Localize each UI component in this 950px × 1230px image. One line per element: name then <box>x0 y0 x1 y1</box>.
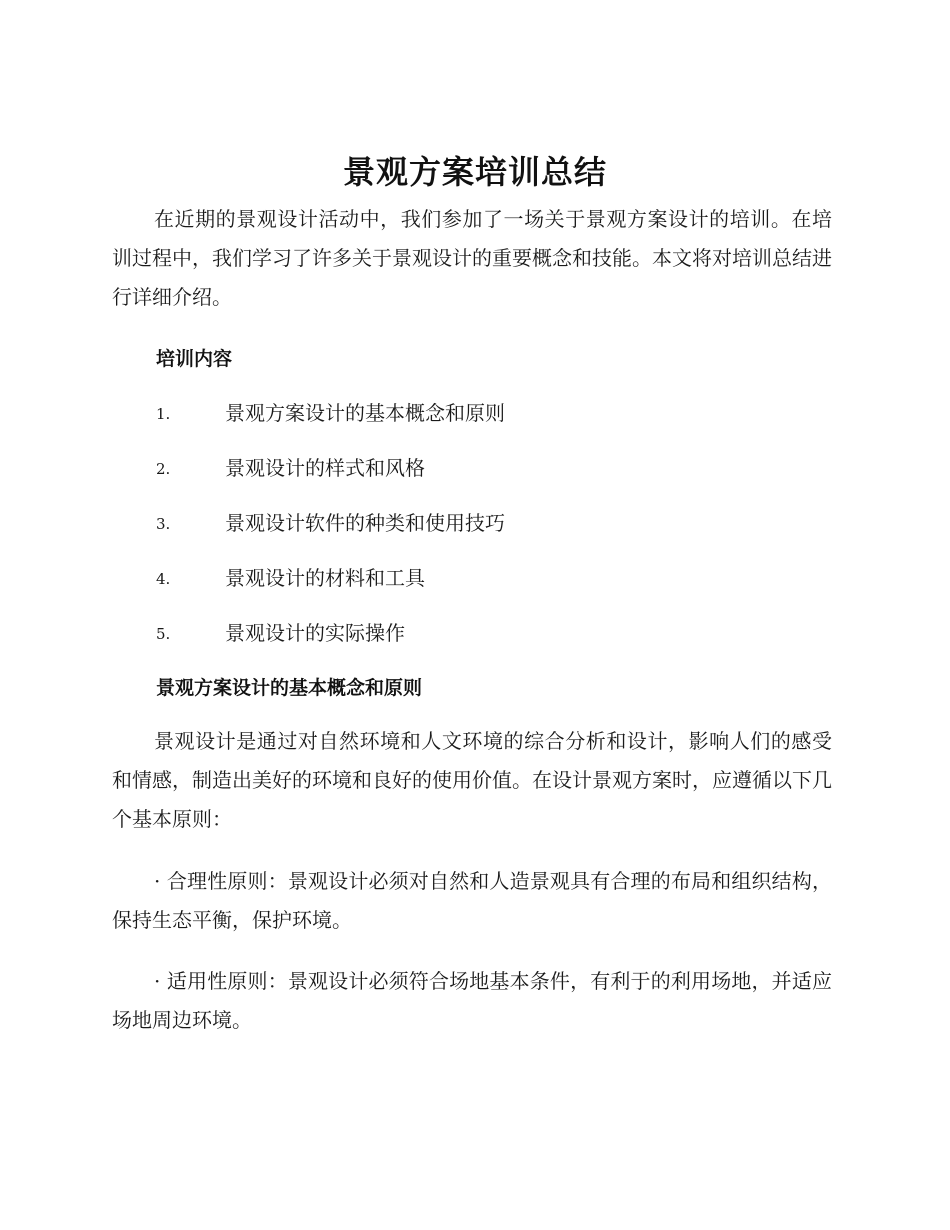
principles-paragraph: 景观设计是通过对自然环境和人文环境的综合分析和设计，影响人们的感受和情感，制造出美好的环境和良好的使用价值。在设计景观方案时，应遵循以下几个基本原则： <box>112 729 832 831</box>
list-text: 景观设计软件的种类和使用技巧 <box>225 511 505 535</box>
list-number: 4. <box>156 570 171 588</box>
list-number: 5. <box>156 625 171 643</box>
bullet-rationality-principle: · 合理性原则：景观设计必须对自然和人造景观具有合理的布局和组织结构，保持生态平衡，保护环境。 <box>112 869 832 932</box>
list-text: 景观设计的样式和风格 <box>225 456 425 480</box>
list-number: 3. <box>156 515 171 533</box>
list-number: 2. <box>156 460 171 478</box>
section-heading-training-content: 培训内容 <box>156 348 233 370</box>
intro-paragraph: 在近期的景观设计活动中，我们参加了一场关于景观方案设计的培训。在培训过程中，我们学习了许多关于景观设计的重要概念和技能。本文将对培训总结进行详细介绍。 <box>112 207 832 309</box>
list-text: 景观方案设计的基本概念和原则 <box>225 401 505 425</box>
document-title: 景观方案培训总结 <box>342 153 607 191</box>
section-heading-principles: 景观方案设计的基本概念和原则 <box>156 677 423 699</box>
list-text: 景观设计的实际操作 <box>225 621 405 645</box>
list-text: 景观设计的材料和工具 <box>225 566 425 590</box>
bullet-applicability-principle: · 适用性原则：景观设计必须符合场地基本条件，有利于的利用场地，并适应场地周边环境。 <box>112 969 832 1032</box>
list-number: 1. <box>156 405 171 423</box>
